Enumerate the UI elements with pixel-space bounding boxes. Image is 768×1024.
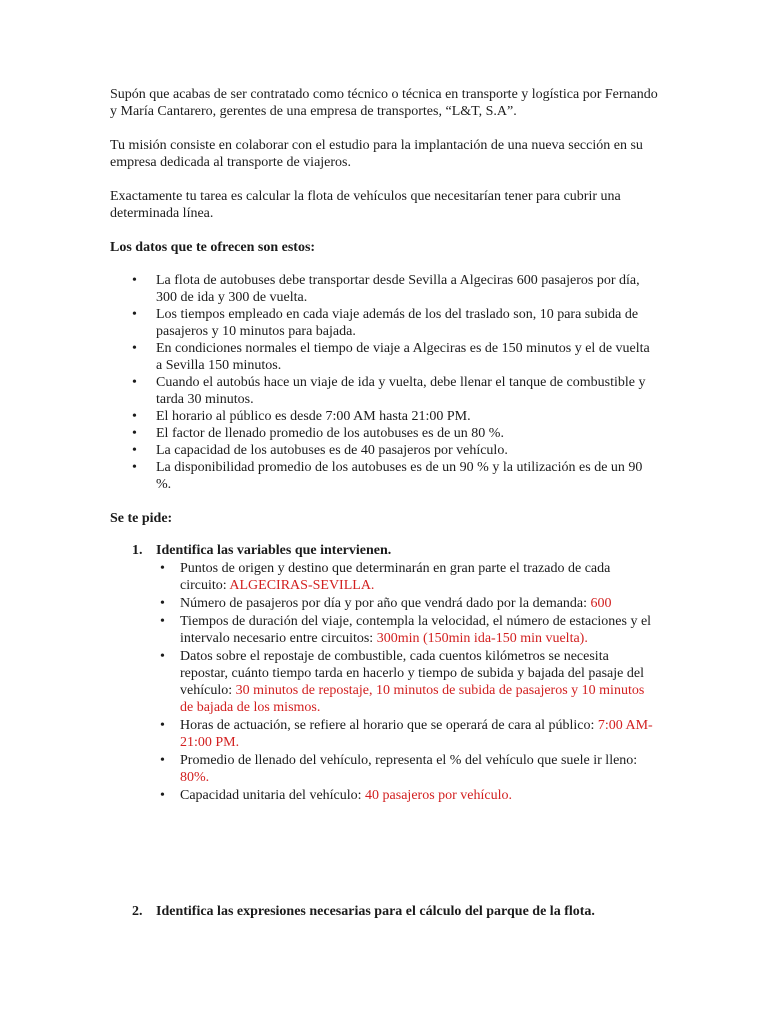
intro-paragraph-2: Tu misión consiste en colaborar con el estudio para la implantación de una nueva sección en su empresa dedicada al transporte de viajeros. xyxy=(110,138,643,170)
pide-heading: Se te pide: xyxy=(110,511,173,526)
question-1-number: 1. xyxy=(132,543,143,558)
question-2-title: Identifica las expresiones necesarias para el cálculo del parque de la flota. xyxy=(156,904,595,919)
variable-text: Horas de actuación, se refiere al horario que se operará de cara al público: xyxy=(180,718,598,733)
list-item xyxy=(156,648,656,716)
variables-list xyxy=(156,560,656,805)
list-item: • El factor de llenado promedio de los autobuses es de un 80 %. xyxy=(110,425,658,442)
list-item: • En condiciones normales el tiempo de viaje a Algeciras es de 150 minutos y el de vuelta a Sevilla 150 minutos. xyxy=(110,340,658,374)
datos-list xyxy=(110,272,658,493)
question-1-title: Identifica las variables que intervienen. xyxy=(156,543,392,558)
variable-answer: 600 xyxy=(590,596,612,611)
variable-text: Capacidad unitaria del vehículo: xyxy=(180,788,366,803)
variable-text: Tiempos de duración del viaje, contempla la velocidad, el número de estaciones y el intervalo necesario entre circuitos: xyxy=(180,614,652,646)
list-item: • Los tiempos empleado en cada viaje además de los del traslado son, 10 para subida de pasajeros y 10 minutos para bajada. xyxy=(110,306,658,340)
list-item xyxy=(156,717,656,751)
list-item: • La capacidad de los autobuses es de 40 pasajeros por vehículo. xyxy=(110,442,658,459)
variable-answer: 40 pasajeros por vehículo. xyxy=(365,788,513,803)
intro-paragraph-1: Supón que acabas de ser contratado como técnico o técnica en transporte y logística por Fernando y María Cantarero, gerentes de una empresa de transportes, “L&T, S.A”. xyxy=(110,87,658,119)
list-item xyxy=(156,560,656,594)
list-item: • La disponibilidad promedio de los autobuses es de un 90 % y la utilización es de un 90 %. xyxy=(110,459,658,493)
variable-answer: 80%. xyxy=(180,770,210,785)
variable-answer: 30 minutos de repostaje, 10 minutos de subida de pasajeros y 10 minutos de bajada de los mismos. xyxy=(180,683,645,715)
variable-answer: ALGECIRAS-SEVILLA. xyxy=(229,578,375,593)
list-item: • El horario al público es desde 7:00 AM hasta 21:00 PM. xyxy=(110,408,658,425)
list-item: • La flota de autobuses debe transportar desde Sevilla a Algeciras 600 pasajeros por día, 300 de ida y 300 de vuelta. xyxy=(110,272,658,306)
variable-text: Puntos de origen y destino que determinarán en gran parte el trazado de cada circuito: xyxy=(180,561,611,593)
list-item xyxy=(156,613,656,647)
list-item xyxy=(156,752,656,786)
datos-heading: Los datos que te ofrecen son estos: xyxy=(110,240,316,255)
variable-text: Datos sobre el repostaje de combustible, cada cuentos kilómetros se necesita repostar, cuánto tiempo tarda en hacerlo y tiempo de subida y bajada del pasaje del vehículo: xyxy=(180,649,644,698)
intro-paragraph-3: Exactamente tu tarea es calcular la flota de vehículos que necesitarían tener para cubrir una determinada línea. xyxy=(110,189,621,221)
variable-answer: 7:00 AM-21:00 PM. xyxy=(180,718,653,750)
question-2 xyxy=(110,903,658,920)
variable-text: Número de pasajeros por día y por año que vendrá dado por la demanda: xyxy=(180,596,591,611)
question-1 xyxy=(110,542,658,559)
variable-answer: 300min (150min ida-150 min vuelta). xyxy=(376,631,588,646)
list-item: • Cuando el autobús hace un viaje de ida y vuelta, debe llenar el tanque de combustible y tarda 30 minutos. xyxy=(110,374,658,408)
list-item xyxy=(156,787,656,804)
variable-text: Promedio de llenado del vehículo, representa el % del vehículo que suele ir lleno: xyxy=(180,753,638,768)
list-item xyxy=(156,595,656,612)
question-2-number: 2. xyxy=(132,904,143,919)
